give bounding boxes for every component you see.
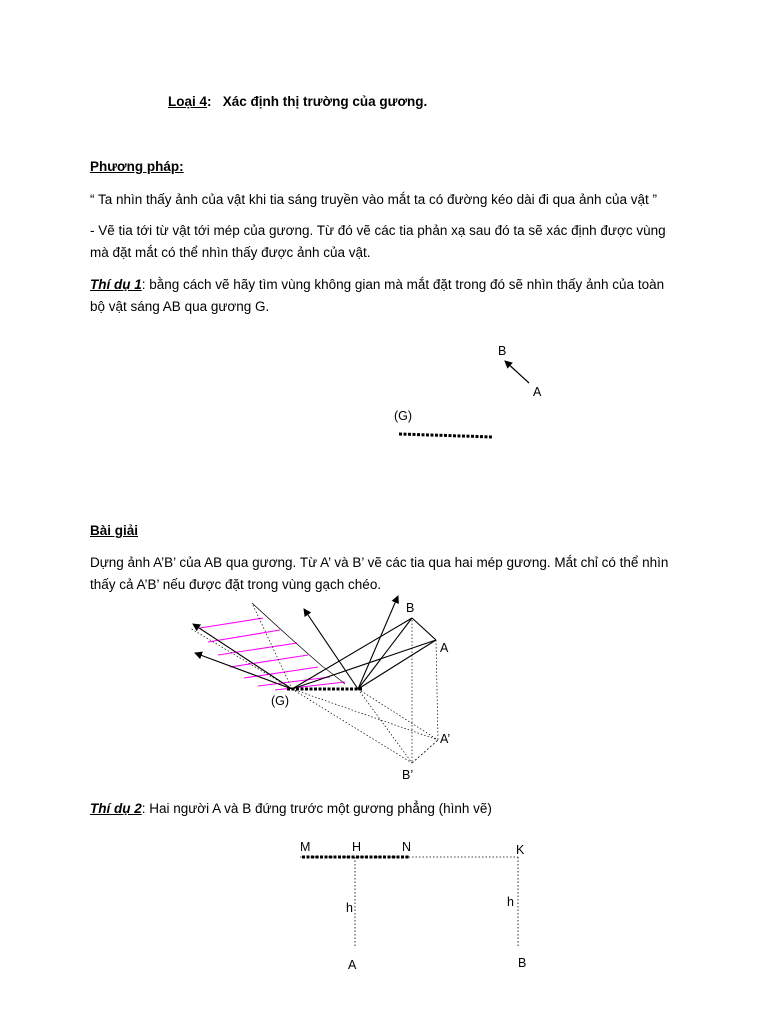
method-line-1: - Vẽ tia tới từ vật tới mép của gương. Từ đó vẽ các tia phản xạ sau đó ta sẽ xác định được vùng <box>90 223 666 238</box>
fig3-label-h: H <box>352 840 362 854</box>
example1-line-2: bộ vật sáng AB qua gương G. <box>90 299 270 314</box>
fig3-label-h-left: h <box>346 901 353 915</box>
fig3-label-h-right: h <box>507 895 514 909</box>
example1-label: Thí dụ 1 <box>90 277 142 292</box>
fig3-label-k: K <box>516 843 525 857</box>
fig3-label-a: A <box>348 958 357 972</box>
fig1-label-b: B <box>498 344 507 358</box>
example1-text: : bằng cách vẽ hãy tìm vùng không gian mà mắt đặt trong đó sẽ nhìn thấy ảnh của toàn <box>141 277 665 292</box>
method-title: Phương pháp: <box>90 159 184 174</box>
method-line-2: mà đặt mắt có thể nhìn thấy được ảnh của vật. <box>90 245 371 260</box>
example2-label: Thí dụ 2 <box>90 801 142 816</box>
fig2-label-a-prime: A’ <box>440 732 451 746</box>
example2-text: : Hai người A và B đứng trước một gương phẳng (hình vẽ) <box>141 801 492 816</box>
fig2-label-g: (G) <box>271 694 290 708</box>
fig1-label-a: A <box>533 385 542 399</box>
heading-title: Xác định thị trường của gương. <box>222 94 428 109</box>
heading-colon: : <box>207 94 212 109</box>
method-quote: “ Ta nhìn thấy ảnh của vật khi tia sáng truyền vào mắt ta có đường kéo dài đi qua ảnh của vật ” <box>90 192 657 207</box>
solution-line-1: Dựng ảnh A’B’ của AB qua gương. Từ A’ và B’ vẽ các tia qua hai mép gương. Mắt chỉ có thể nhìn <box>90 555 669 570</box>
fig2-label-b: B <box>406 601 415 615</box>
heading-label: Loại 4 <box>168 94 208 109</box>
fig2-label-b-prime: B’ <box>402 768 414 782</box>
fig3-label-b: B <box>518 956 527 970</box>
fig1-label-g: (G) <box>394 409 413 423</box>
solution-title: Bài giải <box>90 523 139 538</box>
fig2-label-a: A <box>440 641 449 655</box>
solution-line-2: thấy cả A’B’ nếu được đặt trong vùng gạch chéo. <box>90 577 382 592</box>
fig3-label-m: M <box>300 840 311 854</box>
fig3-label-n: N <box>402 840 412 854</box>
